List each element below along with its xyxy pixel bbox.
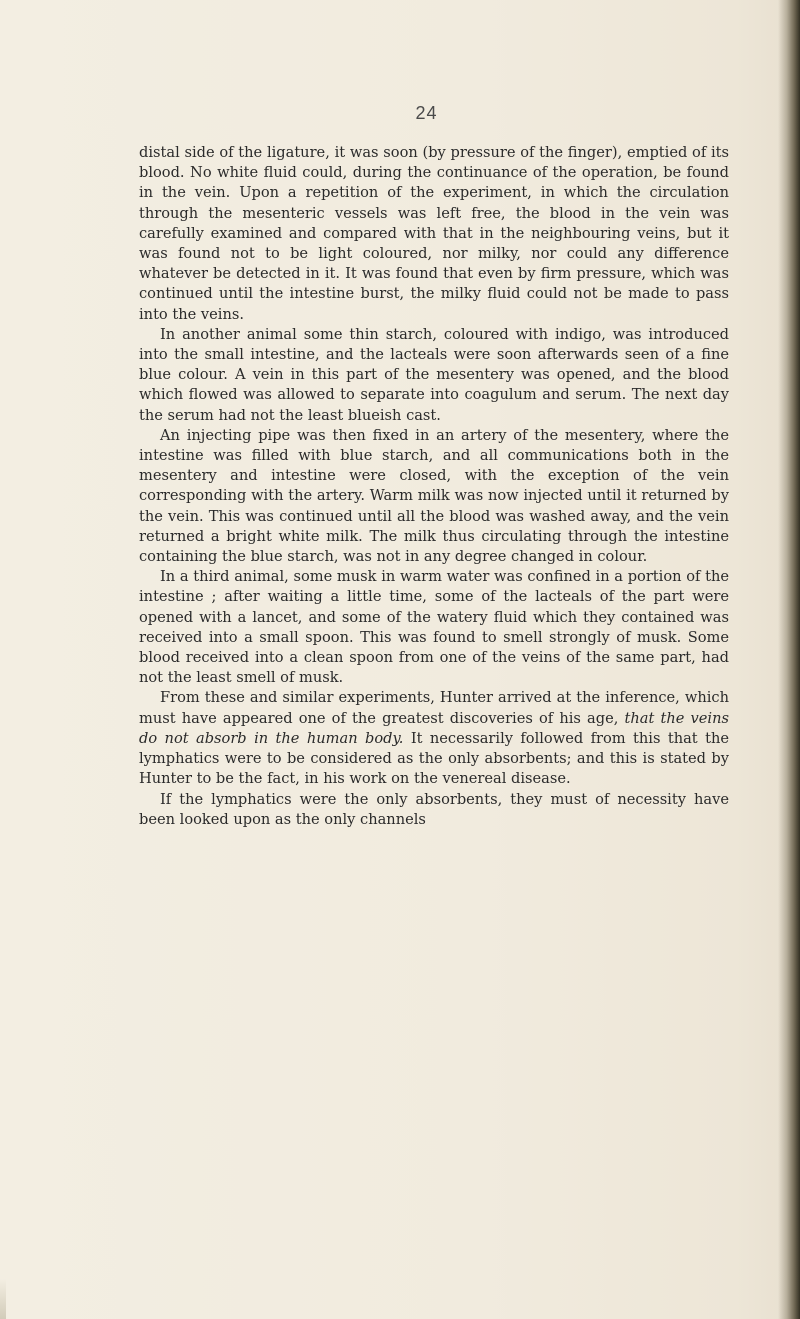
page-number: 24	[415, 103, 438, 123]
paragraph-3: An injecting pipe was then fixed in an artery of the mesentery, where the intestine was filled with blue starch, and all communications both in the mesentery and intestine were closed, with the exception of the vein corresponding with the artery. Warm milk was now injected until it returned by the vein. This was continued until all the blood was washed away, and the vein returned a bright white milk. The milk thus circulating through the intestine containing the blue starch, was not in any degree changed in colour.	[139, 426, 729, 566]
paragraph-5	[139, 688, 729, 789]
body-text	[139, 143, 729, 830]
page-gutter-shadow	[778, 0, 800, 1319]
paragraph-1: distal side of the ligature, it was soon (by pressure of the finger), emptied of its blood. No white fluid could, during the continuance of the operation, be found in the vein. Upon a repetition of the experiment, in which the circulation through the mesenteric vessels was left free, the blood in the vein was carefully examined and compared with that in the neighbouring veins, but it was found not to be light coloured, nor milky, nor could any difference whatever be detected in it. It was found that even by firm pressure, which was continued until the intestine burst, the milky fluid could not be made to pass into the veins.	[139, 144, 729, 323]
paragraph-5-text-before: From these and similar experiments, Hunter arrived at the inference, which must have appeared one of the greatest discoveries of his age,	[139, 689, 729, 727]
paragraph-5-italic-emphasis: that the veins do not absorb in the human body.	[139, 709, 729, 747]
paragraph-2: In another animal some thin starch, coloured with indigo, was introduced into the small intestine, and the lacteals were soon afterwards seen of a fine blue colour. A vein in this part of the mesentery was opened, and the blood which flowed was allowed to separate into coagulum and serum. The next day the serum had not the least blueish cast.	[139, 325, 729, 424]
page-edge-mark	[0, 1279, 6, 1319]
paragraph-6: If the lymphatics were the only absorbents, they must of necessity have been looked upon as the only channels	[139, 790, 729, 828]
paragraph-5-text-after: It necessarily followed from this that the lymphatics were to be considered as the only absorbents; and this is stated by Hunter to be the fact, in his work on the venereal disease.	[139, 729, 729, 788]
paragraph-4: In a third animal, some musk in warm water was confined in a portion of the intestine ; after waiting a little time, some of the lacteals of the part were opened with a lancet, and some of the watery fluid which they contained was received into a small spoon. This was found to smell strongly of musk. Some blood received into a clean spoon from one of the veins of the same part, had not the least smell of musk.	[139, 568, 729, 687]
